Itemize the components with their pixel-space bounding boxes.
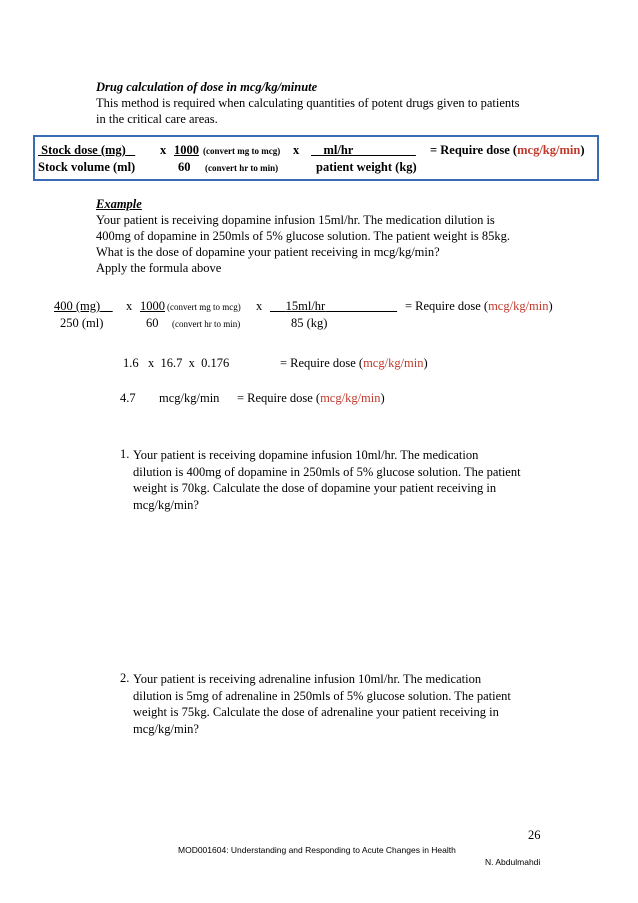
- footer-author: N. Abdulmahdi: [485, 857, 541, 867]
- formula-times-1: x: [160, 143, 167, 157]
- worked-times-1: x: [126, 299, 133, 313]
- example-line-2: 400mg of dopamine in 250mls of 5% glucose solution. The patient weight is 85kg.: [96, 229, 510, 243]
- formula-stock-dose: Stock dose (mg): [41, 143, 126, 157]
- formula-patient-weight: patient weight (kg): [316, 160, 417, 174]
- formula-60: 60: [178, 160, 191, 174]
- section-title: Drug calculation of dose in mcg/kg/minute: [96, 80, 318, 94]
- formula-ml-hr: ml/hr: [323, 143, 354, 157]
- worked-note-hr-min: (convert hr to min): [172, 319, 241, 329]
- example-label: Example: [96, 197, 142, 211]
- formula-stock-volume: Stock volume (ml): [38, 160, 136, 174]
- formula-times-2: x: [293, 143, 300, 157]
- question-1-number: 1.: [120, 447, 130, 461]
- worked-note-mg-mcg: (convert mg to mcg): [167, 302, 241, 312]
- worked-400mg: 400 (mg): [54, 299, 101, 313]
- worked-250ml: 250 (ml): [60, 316, 104, 330]
- intro-line-1: This method is required when calculating quantities of potent drugs given to patients: [96, 96, 520, 110]
- example-line-3: What is the dose of dopamine your patient receiving in mcg/kg/min?: [96, 245, 440, 259]
- footer-module: MOD001604: Understanding and Responding to Acute Changes in Health: [178, 845, 456, 855]
- step1-result: = Require dose (mcg/kg/min): [280, 356, 428, 370]
- formula-result: = Require dose (mcg/kg/min): [430, 143, 585, 157]
- intro-line-2: in the critical care areas.: [96, 112, 218, 126]
- formula-1000: 1000: [174, 143, 199, 157]
- worked-result: = Require dose (mcg/kg/min): [405, 299, 553, 313]
- step2-result: = Require dose (mcg/kg/min): [237, 391, 385, 405]
- worked-15ml-hr: 15ml/hr: [285, 299, 326, 313]
- step2-unit: mcg/kg/min: [159, 391, 220, 405]
- formula-note-hr-min: (convert hr to min): [205, 163, 279, 173]
- worked-60: 60: [146, 316, 159, 330]
- formula-note-mg-mcg: (convert mg to mcg): [203, 146, 281, 156]
- question-2: Your patient is receiving adrenaline infusion 10ml/hr. The medication dilution is 5mg of adrenaline in 250mls of 5% glucose solution. The patient weight is 75kg. Calculate the dose of adrenaline your patient receiving in mcg/kg/min?: [133, 672, 511, 736]
- step2-value: 4.7: [120, 391, 136, 405]
- example-line-4: Apply the formula above: [96, 261, 222, 275]
- page-number: 26: [528, 828, 541, 842]
- worked-times-2: x: [256, 299, 263, 313]
- worked-1000: 1000: [140, 299, 165, 313]
- question-2-number: 2.: [120, 671, 130, 685]
- question-1: Your patient is receiving dopamine infusion 10ml/hr. The medication dilution is 400mg of dopamine in 250mls of 5% glucose solution. The patient weight is 70kg. Calculate the dose of dopamine your patient receiving in mcg/kg/min?: [133, 448, 521, 512]
- example-line-1: Your patient is receiving dopamine infusion 15ml/hr. The medication dilution is: [96, 213, 495, 227]
- worked-85kg: 85 (kg): [291, 316, 328, 330]
- step1-calculation: 1.6 x 16.7 x 0.176: [123, 356, 230, 370]
